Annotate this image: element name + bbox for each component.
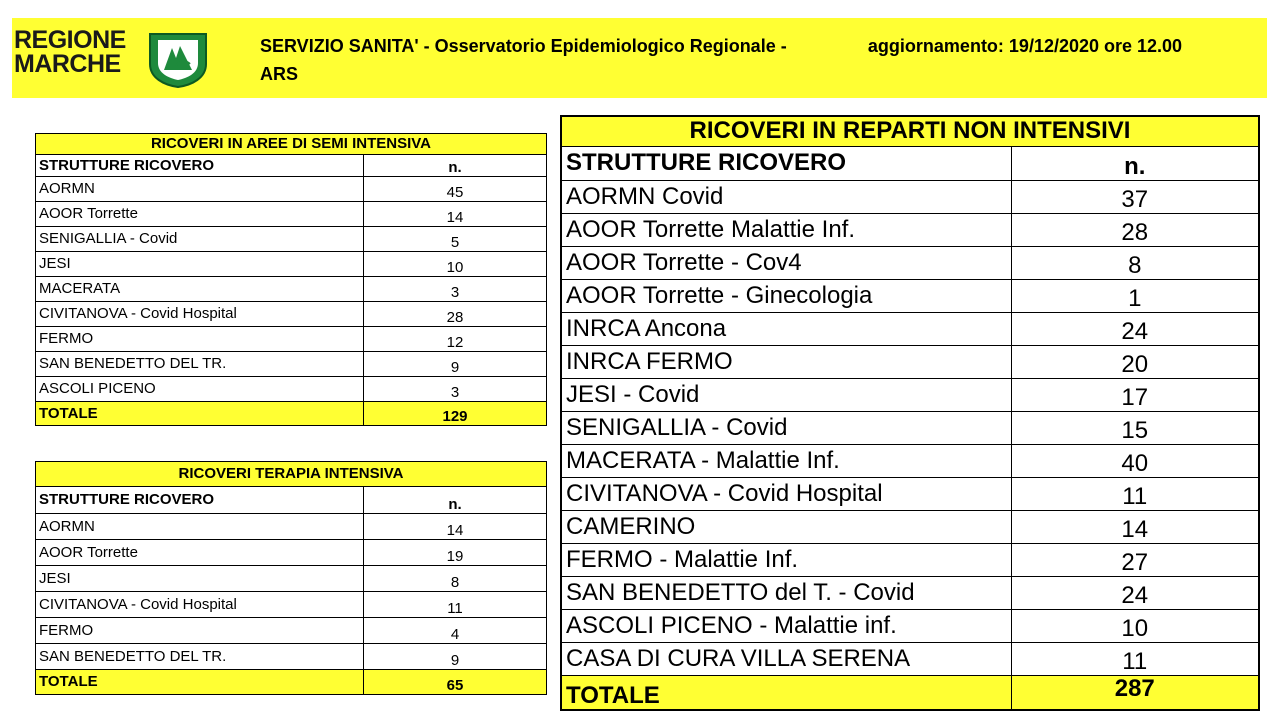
patient-count: 24 — [1011, 576, 1259, 609]
patient-count: 8 — [1011, 246, 1259, 279]
total-label: TOTALE — [561, 675, 1011, 710]
patient-count: 3 — [364, 377, 547, 402]
table-row — [561, 378, 1259, 411]
table-row — [561, 312, 1259, 345]
total-row — [36, 670, 547, 695]
structure-name: CASA DI CURA VILLA SERENA — [561, 642, 1011, 675]
structure-name: FERMO - Malattie Inf. — [561, 543, 1011, 576]
patient-count: 1 — [1011, 279, 1259, 312]
patient-count: 28 — [364, 302, 547, 327]
table-row — [561, 510, 1259, 543]
table-header-row — [36, 155, 547, 177]
column-header-n: n. — [364, 155, 547, 177]
patient-count: 37 — [1011, 180, 1259, 213]
patient-count: 11 — [1011, 477, 1259, 510]
table-row — [36, 566, 547, 592]
patient-count: 15 — [1011, 411, 1259, 444]
patient-count: 40 — [1011, 444, 1259, 477]
table-row — [561, 609, 1259, 642]
total-row — [561, 675, 1259, 710]
table-row — [36, 644, 547, 670]
table-row — [561, 642, 1259, 675]
patient-count: 3 — [364, 277, 547, 302]
table-row — [36, 277, 547, 302]
header-banner — [12, 18, 1267, 98]
patient-count: 14 — [364, 202, 547, 227]
patient-count: 10 — [1011, 609, 1259, 642]
table-row — [36, 302, 547, 327]
structure-name: JESI — [36, 252, 364, 277]
column-header-structure: STRUTTURE RICOVERO — [36, 487, 364, 514]
structure-name: JESI - Covid — [561, 378, 1011, 411]
structure-name: AOOR Torrette - Cov4 — [561, 246, 1011, 279]
structure-name: ASCOLI PICENO — [36, 377, 364, 402]
update-timestamp: aggiornamento: 19/12/2020 ore 12.00 — [867, 36, 1183, 56]
semi-intensiva-table — [35, 133, 547, 426]
structure-name: CIVITANOVA - Covid Hospital — [561, 477, 1011, 510]
patient-count: 28 — [1011, 213, 1259, 246]
table-title: RICOVERI IN AREE DI SEMI INTENSIVA — [36, 134, 547, 155]
total-value: 129 — [364, 402, 547, 426]
table-row — [561, 246, 1259, 279]
service-title: SERVIZIO SANITA' - Osservatorio Epidemiologico Regionale - ARS — [260, 36, 787, 84]
table-row — [36, 592, 547, 618]
logo-line-2: MARCHE — [14, 50, 121, 78]
total-label: TOTALE — [36, 670, 364, 695]
structure-name: FERMO — [36, 618, 364, 644]
logo-line-1: REGIONE — [14, 26, 126, 54]
table-row — [36, 352, 547, 377]
table-row — [36, 377, 547, 402]
patient-count: 5 — [364, 227, 547, 252]
total-value: 65 — [364, 670, 547, 695]
patient-count: 8 — [364, 566, 547, 592]
regione-marche-emblem-icon — [146, 30, 210, 88]
patient-count: 9 — [364, 352, 547, 377]
structure-name: FERMO — [36, 327, 364, 352]
patient-count: 14 — [364, 514, 547, 540]
structure-name: MACERATA — [36, 277, 364, 302]
table-row — [36, 540, 547, 566]
table-header-row — [36, 487, 547, 514]
patient-count: 27 — [1011, 543, 1259, 576]
table-title: RICOVERI TERAPIA INTENSIVA — [36, 462, 547, 487]
patient-count: 10 — [364, 252, 547, 277]
structure-name: ASCOLI PICENO - Malattie inf. — [561, 609, 1011, 642]
structure-name: CIVITANOVA - Covid Hospital — [36, 592, 364, 618]
patient-count: 12 — [364, 327, 547, 352]
table-row — [36, 514, 547, 540]
structure-name: SAN BENEDETTO DEL TR. — [36, 644, 364, 670]
table-row — [561, 279, 1259, 312]
patient-count: 19 — [364, 540, 547, 566]
structure-name: AORMN — [36, 514, 364, 540]
table-row — [561, 444, 1259, 477]
table-row — [36, 177, 547, 202]
table-row — [561, 345, 1259, 378]
total-value: 287 — [1011, 675, 1259, 710]
table-row — [36, 227, 547, 252]
patient-count: 45 — [364, 177, 547, 202]
patient-count: 17 — [1011, 378, 1259, 411]
total-label: TOTALE — [36, 402, 364, 426]
logo-text — [14, 28, 126, 76]
table-title: RICOVERI IN REPARTI NON INTENSIVI — [561, 116, 1259, 146]
structure-name: CAMERINO — [561, 510, 1011, 543]
structure-name: AORMN — [36, 177, 364, 202]
structure-name: SAN BENEDETTO DEL TR. — [36, 352, 364, 377]
column-header-structure: STRUTTURE RICOVERO — [36, 155, 364, 177]
structure-name: SENIGALLIA - Covid — [561, 411, 1011, 444]
table-row — [36, 327, 547, 352]
structure-name: MACERATA - Malattie Inf. — [561, 444, 1011, 477]
patient-count: 11 — [1011, 642, 1259, 675]
table-row — [36, 618, 547, 644]
patient-count: 20 — [1011, 345, 1259, 378]
structure-name: SENIGALLIA - Covid — [36, 227, 364, 252]
patient-count: 24 — [1011, 312, 1259, 345]
column-header-structure: STRUTTURE RICOVERO — [561, 146, 1011, 180]
structure-name: AOOR Torrette - Ginecologia — [561, 279, 1011, 312]
structure-name: AORMN Covid — [561, 180, 1011, 213]
table-title-row — [36, 462, 547, 487]
patient-count: 9 — [364, 644, 547, 670]
structure-name: SAN BENEDETTO del T. - Covid — [561, 576, 1011, 609]
column-header-n: n. — [1011, 146, 1259, 180]
structure-name: JESI — [36, 566, 364, 592]
non-intensivi-table — [560, 115, 1260, 711]
structure-name: CIVITANOVA - Covid Hospital — [36, 302, 364, 327]
structure-name: AOOR Torrette Malattie Inf. — [561, 213, 1011, 246]
structure-name: INRCA FERMO — [561, 345, 1011, 378]
total-row — [36, 402, 547, 426]
table-row — [561, 576, 1259, 609]
table-row — [561, 477, 1259, 510]
patient-count: 11 — [364, 592, 547, 618]
patient-count: 4 — [364, 618, 547, 644]
table-row — [561, 213, 1259, 246]
column-header-n: n. — [364, 487, 547, 514]
table-title-row — [36, 134, 547, 155]
structure-name: AOOR Torrette — [36, 202, 364, 227]
table-row — [561, 180, 1259, 213]
table-title-row — [561, 116, 1259, 146]
terapia-intensiva-table — [35, 461, 547, 695]
table-header-row — [561, 146, 1259, 180]
table-row — [561, 411, 1259, 444]
table-row — [36, 202, 547, 227]
structure-name: INRCA Ancona — [561, 312, 1011, 345]
table-row — [36, 252, 547, 277]
structure-name: AOOR Torrette — [36, 540, 364, 566]
table-row — [561, 543, 1259, 576]
patient-count: 14 — [1011, 510, 1259, 543]
regione-marche-logo — [14, 28, 214, 90]
